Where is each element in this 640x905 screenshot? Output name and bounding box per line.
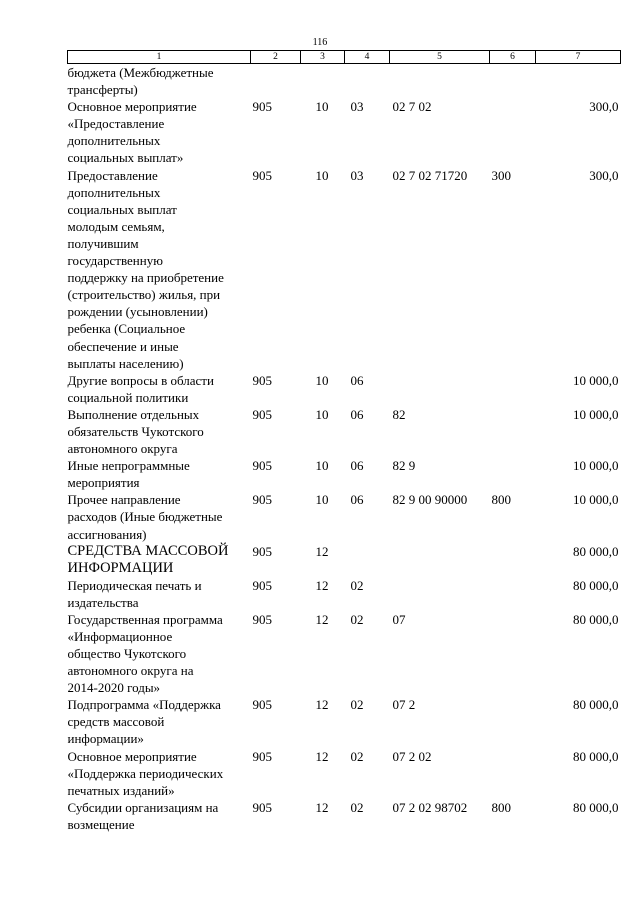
ministry-code: 905	[252, 167, 272, 183]
row-name-line: дополнительных	[67, 184, 161, 200]
row-name-line: Иные непрограммные	[67, 458, 190, 474]
row-name-line: социальной политики	[67, 389, 189, 405]
table-row	[68, 406, 621, 457]
subsection-code: 02	[350, 611, 364, 627]
ministry-code: 905	[252, 611, 272, 627]
row-name-line: Государственная программа	[67, 611, 223, 627]
row-name-line: Предоставление	[67, 167, 158, 183]
expense-type-code	[490, 406, 536, 457]
subsection-code: 06	[350, 372, 364, 388]
amount: 300,0	[589, 99, 619, 115]
expense-type-code	[490, 696, 536, 747]
expense-type-code	[490, 543, 536, 577]
table-row	[68, 577, 621, 611]
target-article-code: 82 9 00 90000	[392, 492, 468, 508]
target-article-code: 02 7 02 71720	[392, 167, 468, 183]
column-header: 5	[390, 51, 490, 64]
row-name-line: Основное мероприятие	[67, 99, 197, 115]
row-name-line: Основное мероприятие	[67, 748, 197, 764]
row-name-line: печатных изданий»	[67, 782, 175, 798]
expense-type-code	[490, 64, 536, 99]
target-article-code	[390, 543, 490, 577]
ministry-code: 905	[252, 543, 272, 559]
section-code: 10	[315, 99, 329, 115]
row-name-line: автономного округа на	[67, 663, 194, 679]
row-name-line: (строительство) жилья, при	[67, 287, 221, 303]
expense-type-code: 300	[491, 167, 511, 183]
row-name-line: государственную	[67, 253, 163, 269]
subsection-code: 06	[350, 406, 364, 422]
section-code: 10	[315, 167, 329, 183]
column-header: 7	[536, 51, 621, 64]
table-row	[68, 457, 621, 491]
amount: 80 000,0	[573, 611, 619, 627]
row-name-line: «Поддержка периодических	[67, 765, 224, 781]
row-name-line: общество Чукотского	[67, 646, 187, 661]
row-name-line: поддержку на приобретение	[67, 270, 224, 286]
ministry-code: 905	[252, 577, 272, 593]
row-name-line: социальных выплат»	[67, 150, 184, 166]
row-name-line: Периодическая печать и	[67, 577, 202, 593]
ministry-code: 905	[252, 99, 272, 115]
amount: 10 000,0	[573, 458, 619, 474]
column-header: 4	[345, 51, 390, 64]
expense-type-code: 800	[491, 492, 511, 508]
row-name-line: информации»	[67, 731, 144, 747]
amount: 80 000,0	[573, 748, 619, 764]
section-code: 10	[315, 406, 329, 422]
row-name-line: «Предоставление	[67, 116, 165, 132]
section-code: 12	[315, 543, 329, 559]
ministry-code: 905	[252, 697, 272, 713]
row-name-line: Подпрограмма «Поддержка	[67, 697, 221, 713]
target-article-code	[390, 64, 490, 99]
subsection-code	[345, 64, 390, 99]
row-name	[68, 64, 251, 99]
row-name-line: автономного округа	[67, 441, 178, 457]
target-article-code: 07 2	[392, 697, 416, 713]
section-code: 12	[315, 748, 329, 764]
section-code: 12	[315, 577, 329, 593]
row-name-line: 2014-2020 годы»	[67, 680, 161, 696]
section-code: 10	[315, 492, 329, 508]
expense-type-code	[490, 611, 536, 696]
ministry-code: 905	[252, 406, 272, 422]
section-code	[301, 64, 345, 99]
row-name-line: ИНФОРМАЦИИ	[67, 559, 174, 576]
row-name-line: расходов (Иные бюджетные	[67, 509, 223, 525]
row-name-line: получившим	[67, 235, 139, 251]
row-name-line: бюджета (Межбюджетные	[67, 65, 214, 80]
subsection-code: 02	[350, 697, 364, 713]
row-name	[68, 543, 251, 577]
column-number-row	[68, 51, 621, 64]
subsection-code: 03	[350, 167, 364, 183]
row-name-line: издательства	[67, 594, 139, 610]
row-name	[68, 372, 251, 406]
row-name	[68, 696, 251, 747]
row-name	[68, 406, 251, 457]
table-row	[68, 748, 621, 799]
row-name-line: выплаты населению)	[67, 355, 184, 371]
row-name	[68, 167, 251, 372]
section-code: 10	[315, 458, 329, 474]
row-name-line: Другие вопросы в области	[67, 372, 214, 388]
section-code: 12	[315, 611, 329, 627]
row-name	[68, 611, 251, 696]
amount: 80 000,0	[573, 543, 619, 559]
row-name-line: социальных выплат	[67, 201, 177, 217]
row-name-line: обеспечение и иные	[67, 338, 179, 354]
target-article-code	[390, 577, 490, 611]
ministry-code: 905	[252, 799, 272, 815]
subsection-code: 03	[350, 99, 364, 115]
ministry-code: 905	[252, 492, 272, 508]
row-name-line: Прочее направление	[67, 492, 181, 508]
row-name-line: ассигнования)	[67, 526, 147, 542]
row-name	[68, 577, 251, 611]
section-code: 10	[315, 372, 329, 388]
ministry-code	[251, 64, 301, 99]
row-name-line: молодым семьям,	[67, 218, 165, 234]
amount: 80 000,0	[573, 799, 619, 815]
target-article-code	[390, 372, 490, 406]
subsection-code: 02	[350, 748, 364, 764]
expense-type-code	[490, 98, 536, 166]
ministry-code: 905	[252, 748, 272, 764]
amount: 300,0	[589, 167, 619, 183]
table-row	[68, 491, 621, 542]
row-name-line: обязательств Чукотского	[67, 423, 204, 439]
target-article-code: 07 2 02 98702	[392, 799, 468, 815]
row-name-line: ребенка (Социальное	[67, 321, 186, 337]
row-name-line: СРЕДСТВА МАССОВОЙ	[67, 542, 229, 559]
column-header: 1	[68, 51, 251, 64]
amount: 80 000,0	[573, 697, 619, 713]
subsection-code: 06	[350, 458, 364, 474]
amount	[536, 64, 621, 99]
amount: 80 000,0	[573, 577, 619, 593]
column-header: 6	[490, 51, 536, 64]
section-code: 12	[315, 799, 329, 815]
subsection-code	[345, 543, 390, 577]
page-number: 116	[312, 37, 328, 48]
row-name	[68, 457, 251, 491]
row-name-line: возмещение	[67, 816, 135, 832]
table-row	[68, 799, 621, 833]
row-name-line: Субсидии организациям на	[67, 799, 219, 815]
row-name	[68, 799, 251, 833]
expense-type-code	[490, 748, 536, 799]
table-row	[68, 167, 621, 372]
table-row	[68, 98, 621, 166]
column-header: 2	[251, 51, 301, 64]
row-name	[68, 748, 251, 799]
amount: 10 000,0	[573, 406, 619, 422]
amount: 10 000,0	[573, 492, 619, 508]
ministry-code: 905	[252, 458, 272, 474]
table-row	[68, 611, 621, 696]
target-article-code: 02 7 02	[392, 99, 432, 115]
budget-table	[67, 50, 621, 833]
expense-type-code	[490, 457, 536, 491]
table-row	[68, 696, 621, 747]
expense-type-code	[490, 372, 536, 406]
row-name-line: Выполнение отдельных	[67, 406, 200, 422]
ministry-code: 905	[252, 372, 272, 388]
row-name-line: дополнительных	[67, 133, 161, 149]
row-name-line: рождении (усыновлении)	[67, 304, 208, 320]
subsection-code: 06	[350, 492, 364, 508]
target-article-code: 82	[392, 406, 406, 422]
table-row	[68, 543, 621, 577]
expense-type-code	[490, 577, 536, 611]
row-name-line: мероприятия	[67, 475, 140, 491]
expense-type-code: 800	[491, 799, 511, 815]
section-code: 12	[315, 697, 329, 713]
row-name-line: «Информационное	[67, 628, 173, 644]
column-header: 3	[301, 51, 345, 64]
target-article-code: 07 2 02	[392, 748, 432, 764]
subsection-code: 02	[350, 577, 364, 593]
target-article-code: 82 9	[392, 458, 416, 474]
row-name-line: трансферты)	[67, 82, 138, 98]
table-row	[68, 372, 621, 406]
amount: 10 000,0	[573, 372, 619, 388]
row-name-line: средств массовой	[67, 714, 165, 730]
row-name	[68, 491, 251, 542]
subsection-code: 02	[350, 799, 364, 815]
table-row	[68, 64, 621, 99]
target-article-code: 07	[392, 611, 406, 627]
row-name	[68, 98, 251, 166]
